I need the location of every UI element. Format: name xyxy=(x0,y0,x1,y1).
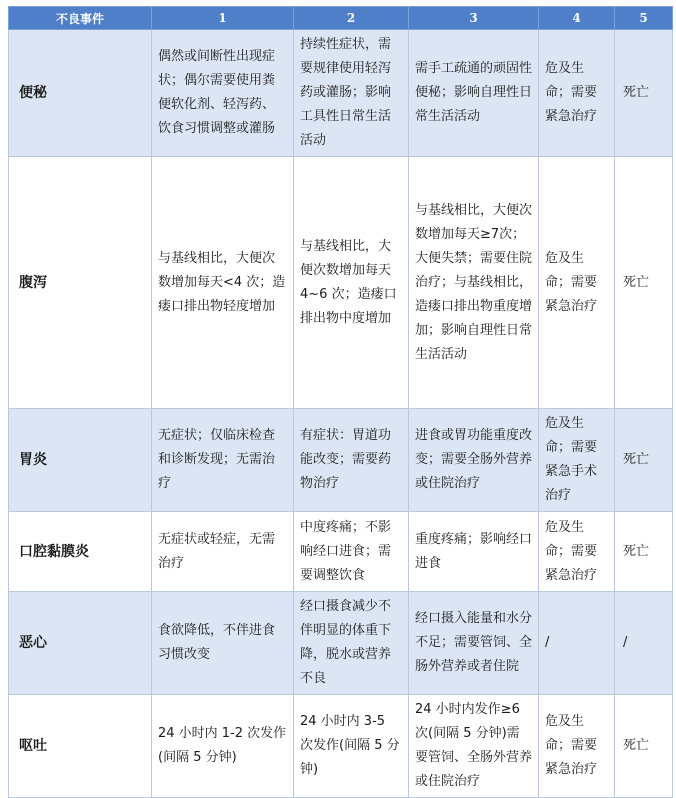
grade-4-cell: / xyxy=(539,592,615,695)
grade-5-cell: 死亡 xyxy=(615,30,673,157)
grade-1-cell: 无症状或轻症，无需治疗 xyxy=(152,512,294,592)
grade-1-cell: 24 小时内 1-2 次发作(间隔 5 分钟) xyxy=(152,695,294,798)
table-row-oral-mucositis xyxy=(9,512,673,592)
grade-3-cell: 经口摄入能量和水分不足；需要管饲、全肠外营养或者住院 xyxy=(409,592,539,695)
grade-2-cell: 持续性症状，需要规律使用轻泻药或灌肠；影响工具性日常生活活动 xyxy=(294,30,409,157)
header-event: 不良事件 xyxy=(9,7,152,30)
grade-3-cell: 重度疼痛；影响经口进食 xyxy=(409,512,539,592)
event-name: 胃炎 xyxy=(9,409,152,512)
grade-2-cell: 经口摄食减少不伴明显的体重下降，脱水或营养不良 xyxy=(294,592,409,695)
grade-3-cell: 24 小时内发作≥6次(间隔 5 分钟)需要管饲、全肠外营养或住院治疗 xyxy=(409,695,539,798)
header-grade-3: 3 xyxy=(409,7,539,30)
event-name: 恶心 xyxy=(9,592,152,695)
grade-1-cell: 偶然或间断性出现症状；偶尔需要使用粪便软化剂、轻泻药、饮食习惯调整或灌肠 xyxy=(152,30,294,157)
grade-2-cell: 中度疼痛；不影响经口进食；需要调整饮食 xyxy=(294,512,409,592)
event-name: 呕吐 xyxy=(9,695,152,798)
grade-3-cell: 需手工疏通的顽固性便秘；影响自理性日常生活活动 xyxy=(409,30,539,157)
header-grade-1: 1 xyxy=(152,7,294,30)
grade-5-cell: 死亡 xyxy=(615,157,673,409)
grade-4-cell: 危及生命；需要紧急治疗 xyxy=(539,157,615,409)
table-row-vomiting xyxy=(9,695,673,798)
event-name: 便秘 xyxy=(9,30,152,157)
grade-3-cell: 进食或胃功能重度改变；需要全肠外营养或住院治疗 xyxy=(409,409,539,512)
event-name: 腹泻 xyxy=(9,157,152,409)
grade-3-cell: 与基线相比，大便次数增加每天≥7次；大便失禁；需要住院治疗；与基线相比，造瘘口排出物重度增加；影响自理性日常生活活动 xyxy=(409,157,539,409)
grade-4-cell: 危及生命；需要紧急治疗 xyxy=(539,695,615,798)
grade-5-cell: / xyxy=(615,592,673,695)
table-row-gastritis xyxy=(9,409,673,512)
grade-4-cell: 危及生命；需要紧急手术治疗 xyxy=(539,409,615,512)
table-header-row xyxy=(9,7,673,30)
grade-1-cell: 食欲降低，不伴进食习惯改变 xyxy=(152,592,294,695)
grade-1-cell: 与基线相比，大便次数增加每天<4 次；造瘘口排出物轻度增加 xyxy=(152,157,294,409)
grade-5-cell: 死亡 xyxy=(615,512,673,592)
grade-2-cell: 24 小时内 3-5 次发作(间隔 5 分钟) xyxy=(294,695,409,798)
grade-4-cell: 危及生命；需要紧急治疗 xyxy=(539,512,615,592)
grade-1-cell: 无症状；仅临床检查和诊断发现；无需治疗 xyxy=(152,409,294,512)
header-grade-5: 5 xyxy=(615,7,673,30)
adverse-event-grading-table xyxy=(8,6,673,798)
grade-5-cell: 死亡 xyxy=(615,409,673,512)
grade-5-cell: 死亡 xyxy=(615,695,673,798)
grade-4-cell: 危及生命；需要紧急治疗 xyxy=(539,30,615,157)
table-row-nausea xyxy=(9,592,673,695)
grade-2-cell: 与基线相比，大便次数增加每天 4~6 次；造瘘口排出物中度增加 xyxy=(294,157,409,409)
table-row-constipation xyxy=(9,30,673,157)
event-name: 口腔黏膜炎 xyxy=(9,512,152,592)
table-row-diarrhea xyxy=(9,157,673,409)
header-grade-4: 4 xyxy=(539,7,615,30)
header-grade-2: 2 xyxy=(294,7,409,30)
grade-2-cell: 有症状：胃道功能改变；需要药物治疗 xyxy=(294,409,409,512)
